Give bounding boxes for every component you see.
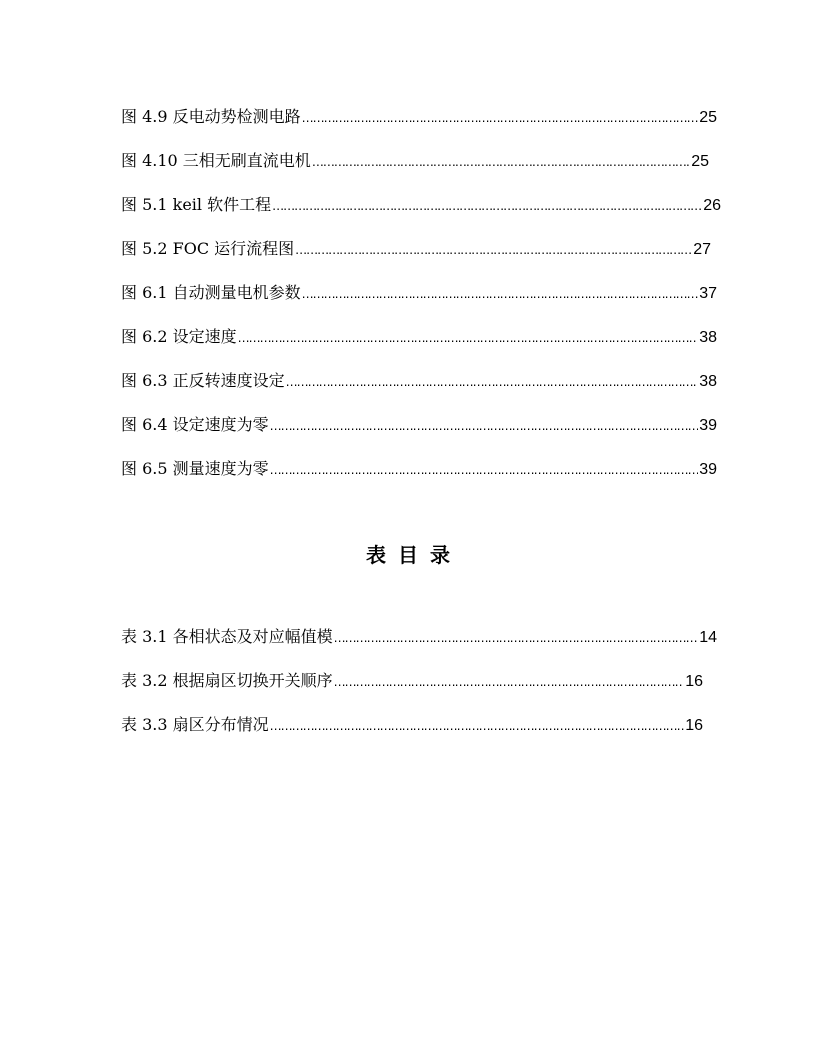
entry-label: 图 6.1 自动测量电机参数 [121, 283, 301, 302]
toc-entry-figure [121, 281, 717, 325]
dot-leader [334, 626, 699, 650]
toc-entry-figure [121, 193, 721, 237]
entry-label: 表 3.3 扇区分布情况 [121, 715, 269, 734]
toc-entry-figure [121, 369, 717, 413]
dot-leader [312, 150, 690, 174]
dot-leader [334, 670, 685, 694]
entry-page-number: 39 [699, 417, 717, 434]
entry-page-number: 27 [693, 241, 711, 258]
entry-label: 图 6.3 正反转速度设定 [121, 371, 285, 390]
entry-page-number: 38 [699, 329, 717, 346]
entry-page-number: 38 [699, 373, 717, 390]
entry-page-number: 25 [691, 153, 709, 170]
entry-label: 图 5.1 keil 软件工程 [121, 195, 272, 214]
toc-entry-table [121, 625, 717, 669]
entry-page-number: 37 [699, 285, 717, 302]
entry-label: 图 5.2 FOC 运行流程图 [121, 239, 295, 258]
entry-page-number: 39 [699, 461, 717, 478]
toc-entry-table [121, 669, 703, 713]
toc-entry-table [121, 713, 703, 757]
toc-entry-figure [121, 237, 711, 281]
dot-leader [238, 326, 699, 350]
entry-page-number: 14 [699, 629, 717, 646]
entry-label: 图 6.2 设定速度 [121, 327, 237, 346]
dot-leader [295, 238, 692, 262]
toc-entry-figure [121, 149, 709, 193]
entry-page-number: 26 [703, 197, 721, 214]
dot-leader [302, 282, 699, 306]
toc-entry-figure [121, 325, 717, 369]
entry-label: 图 4.9 反电动势检测电路 [121, 107, 301, 126]
toc-entry-figure [121, 457, 717, 501]
entry-page-number: 25 [699, 109, 717, 126]
entry-label: 图 6.5 测量速度为零 [121, 459, 269, 478]
toc-entry-figure [121, 105, 717, 149]
dot-leader [270, 458, 699, 482]
dot-leader [286, 370, 699, 394]
entry-label: 图 4.10 三相无刷直流电机 [121, 151, 311, 170]
entry-page-number: 16 [685, 673, 703, 690]
figure-list [121, 105, 721, 501]
dot-leader [302, 106, 699, 130]
entry-label: 图 6.4 设定速度为零 [121, 415, 269, 434]
dot-leader [270, 414, 699, 438]
entry-label: 表 3.2 根据扇区切换开关顺序 [121, 671, 333, 690]
entry-page-number: 16 [685, 717, 703, 734]
toc-entry-figure [121, 413, 717, 457]
entry-label: 表 3.1 各相状态及对应幅值模 [121, 627, 333, 646]
table-list [121, 625, 721, 757]
tables-heading: 表目录 [366, 543, 462, 567]
dot-leader [272, 194, 702, 218]
dot-leader [270, 714, 685, 738]
